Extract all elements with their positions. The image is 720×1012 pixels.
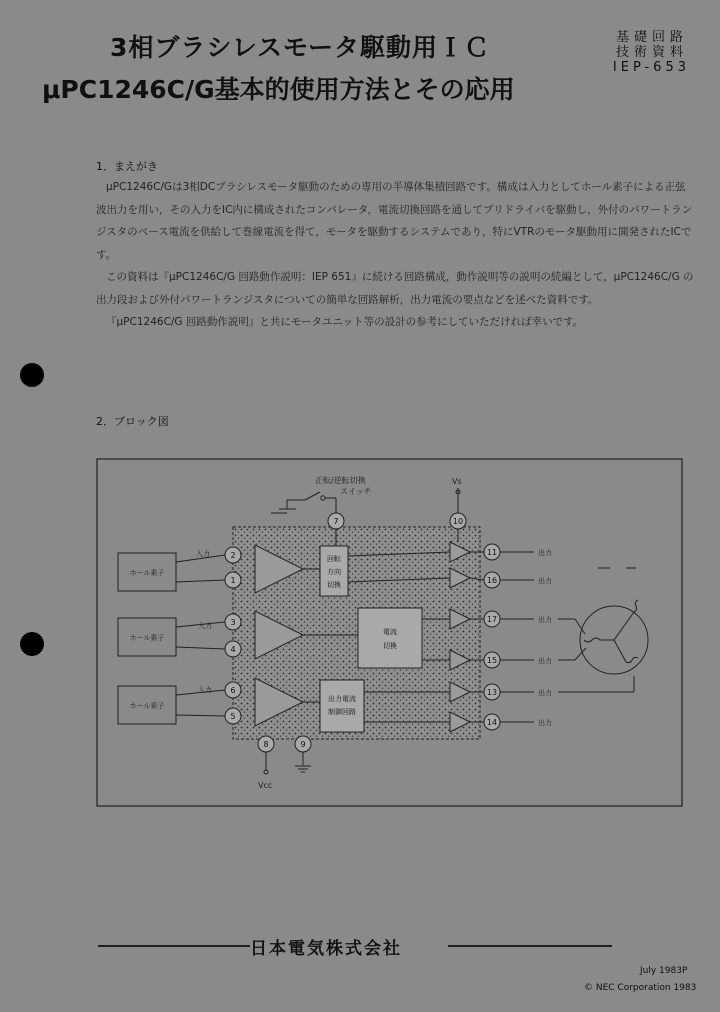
- intro-paragraph: 『μPC1246C/G 回路動作説明』と共にモータユニット等の設計の参考にしていただければ幸いです。: [106, 316, 584, 328]
- pin-number: 8: [263, 740, 269, 749]
- pin-number: 2: [230, 551, 236, 560]
- pin-number: 1: [230, 576, 236, 585]
- input-label: 入力: [198, 686, 212, 694]
- publication-date: July 1983P: [640, 966, 688, 976]
- direction-switch-block: [320, 546, 348, 596]
- input-label: 入力: [198, 622, 212, 630]
- hall-element-1: [118, 553, 176, 591]
- block-label: 回転: [327, 555, 341, 563]
- output-label: 出力: [538, 577, 552, 585]
- output-label: 出力: [538, 719, 552, 727]
- intro-paragraph: この資料は『μPC1246C/G 回路動作説明：IEP 651』に続ける回路構成，動作説明等の説明の続編として，μPC1246C/G の出力段および外付パワートランジスタについての簡単な回路解析，出力電流の要点などを述べた資料です。: [96, 271, 694, 306]
- block-label: 方向: [327, 568, 341, 576]
- footer-rule-left: [98, 945, 250, 947]
- pin: [484, 611, 500, 627]
- output-current-control-block: [320, 680, 364, 732]
- pin-number: 5: [230, 712, 236, 721]
- pin: [328, 513, 344, 529]
- block-label: 切換: [383, 642, 397, 650]
- block-label: 電流: [383, 628, 397, 636]
- document-number: IEP-653: [612, 60, 690, 75]
- current-switch-block: [358, 608, 422, 668]
- pin-number: 4: [230, 645, 236, 654]
- pin: [450, 513, 466, 529]
- intro-paragraph: μPC1246C/Gは3相DCブラシレスモータ駆動のための専用の半導体集積回路です。構成は入力としてホール素子による正弦波出力を用い，その入力をIC内に構成されたコンパレータ，電流切換回路を通してプリドライバを駆動し，外付のパワートランジスタのベース電流を供給して巻線電流を得て，モータを駆動するシステムであり，特にVTRのモータ駆動用に開発されたICです。: [96, 181, 693, 261]
- output-label: 出力: [538, 689, 552, 697]
- pin: [484, 572, 500, 588]
- pin: [225, 572, 241, 588]
- footer-rule-right: [448, 945, 612, 947]
- pin-number: 14: [486, 718, 498, 727]
- switch-label: 正転/逆転切換: [315, 476, 366, 485]
- motor-coils: [580, 600, 648, 674]
- pin: [295, 736, 311, 752]
- vcc-label: Vcc: [258, 781, 273, 790]
- hall-element-3: [118, 686, 176, 724]
- pin: [225, 708, 241, 724]
- pin: [225, 614, 241, 630]
- pin: [484, 714, 500, 730]
- document-title-line2: μPC1246C/G基本的使用方法とその応用: [42, 75, 515, 104]
- pin: [225, 547, 241, 563]
- block-label: 制御回路: [328, 708, 356, 716]
- pin-number: 15: [486, 656, 498, 665]
- hall-element-2: [118, 618, 176, 656]
- document-type-line: 技術資料: [615, 45, 688, 60]
- hall-element-label: ホール素子: [129, 702, 165, 710]
- switch-label: スイッチ: [340, 487, 372, 496]
- pin: [484, 684, 500, 700]
- pin-number: 9: [300, 740, 306, 749]
- block-label: 出力電流: [328, 695, 356, 703]
- hall-element-label: ホール素子: [129, 634, 165, 642]
- document-type-line: 基礎回路: [615, 30, 688, 45]
- section-heading-intro: 1．まえがき: [96, 160, 158, 173]
- pin: [258, 736, 274, 752]
- input-label: 入力: [196, 550, 210, 558]
- pin-number: 6: [230, 686, 236, 695]
- pin-number: 3: [230, 618, 236, 627]
- pin: [225, 682, 241, 698]
- output-label: 出力: [538, 616, 552, 624]
- pin-number: 11: [486, 548, 498, 557]
- comparator-amplifiers: [255, 545, 303, 726]
- pin-number: 17: [486, 615, 498, 624]
- pin: [484, 544, 500, 560]
- pin: [225, 641, 241, 657]
- block-label: 切換: [327, 581, 341, 589]
- output-label: 出力: [538, 657, 552, 665]
- vs-label: Vs: [452, 477, 462, 486]
- copyright-notice: © NEC Corporation 1983: [584, 983, 697, 993]
- output-label: 出力: [538, 549, 552, 557]
- pin-number: 10: [452, 517, 464, 526]
- ground-symbol: [295, 766, 311, 772]
- hall-element-label: ホール素子: [129, 569, 165, 577]
- pin-number: 16: [486, 576, 498, 585]
- section-heading-block-diagram: 2．ブロック図: [96, 415, 169, 428]
- pin: [484, 652, 500, 668]
- direction-switch: [271, 492, 336, 513]
- pin-number: 13: [486, 688, 498, 697]
- document-title-line1: 3相ブラシレスモータ駆動用ＩＣ: [110, 33, 491, 62]
- company-name: 日本電気株式会社: [250, 939, 402, 959]
- pin-number: 7: [333, 517, 339, 526]
